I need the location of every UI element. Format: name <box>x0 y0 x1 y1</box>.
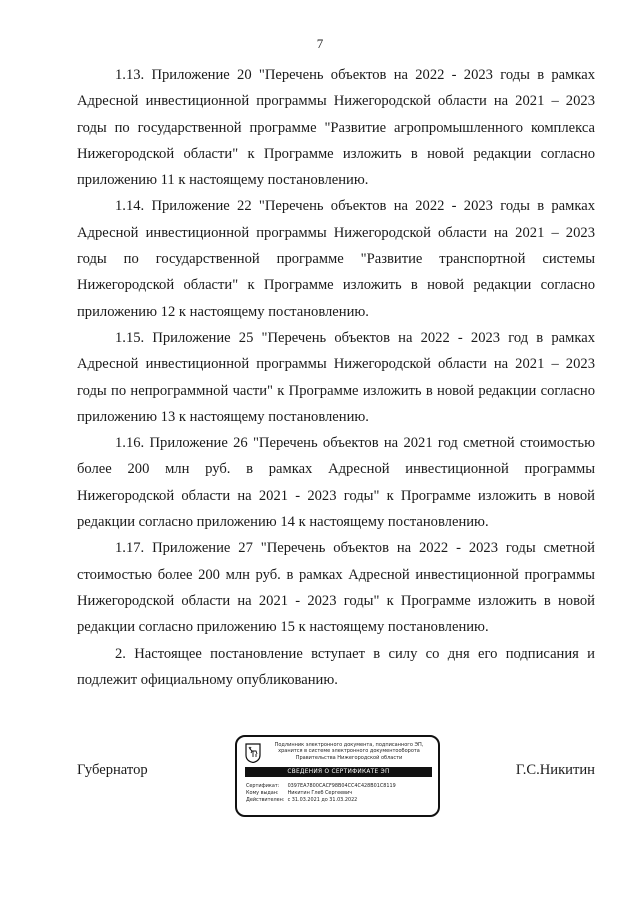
stamp-issued-label: Кому выдан: <box>246 790 279 796</box>
body-text <box>77 62 595 693</box>
stamp-valid-line <box>246 797 436 804</box>
stamp-header: Подлинник электронного документа, подписанного ЭП, хранится в системе электронного документооборота Правительства Нижегородской области <box>274 742 424 761</box>
paragraph-1-13: 1.13. Приложение 20 "Перечень объектов на 2022 - 2023 годы в рамках Адресной инвестиционной программы Нижегородской области на 2021 – 2023 годы по государственной программе "Развитие агропромышленного комплекса Нижегородской области" к Программе изложить в новой редакции согласно приложению 11 к настоящему постановлению. <box>77 67 595 189</box>
signatory-title: Губернатор <box>77 762 148 778</box>
signatory-name: Г.С.Никитин <box>515 762 595 778</box>
paragraph-1-16: 1.16. Приложение 26 "Перечень объектов на 2021 год сметной стоимостью более 200 млн руб. в рамках Адресной инвестиционной программы Нижегородской области на 2021 - 2023 годы" к Программе изложить в новой редакции согласно приложению 14 к настоящему постановлению. <box>77 435 595 531</box>
stamp-issued-value: Никитин Глеб Сергеевич <box>287 790 353 796</box>
stamp-issued-line <box>246 790 436 797</box>
paragraph-2: 2. Настоящее постановление вступает в силу со дня его подписания и подлежит официальному опубликованию. <box>77 645 595 688</box>
stamp-cert-value: 0397EA7800CACF98B04CC4C428B01C8119 <box>287 783 396 789</box>
stamp-valid-label: Действителен: <box>246 797 285 803</box>
electronic-signature-stamp <box>235 735 440 817</box>
stamp-valid-value: с 31.03.2021 до 31.03.2022 <box>287 797 358 803</box>
paragraph-1-17: 1.17. Приложение 27 "Перечень объектов на 2022 - 2023 годы сметной стоимостью более 200 млн руб. в рамках Адресной инвестиционной программы Нижегородской области на 2021 - 2023 годы" к Программе изложить в новой редакции согласно приложению 15 к настоящему постановлению. <box>77 540 595 636</box>
stamp-banner: СВЕДЕНИЯ О СЕРТИФИКАТЕ ЭП <box>245 767 432 777</box>
deer-emblem-icon <box>245 743 261 763</box>
paragraph-1-15: 1.15. Приложение 25 "Перечень объектов на 2022 - 2023 год в рамках Адресной инвестиционной программы Нижегородской области на 2021 – 2023 годы по непрограммной части" к Программе изложить в новой редакции согласно приложению 13 к настоящему постановлению. <box>77 329 595 425</box>
page-number: 7 <box>316 36 324 51</box>
stamp-details <box>246 783 436 804</box>
stamp-cert-line <box>246 783 436 790</box>
stamp-cert-label: Сертификат: <box>246 783 280 789</box>
paragraph-1-14: 1.14. Приложение 22 "Перечень объектов на 2022 - 2023 годы в рамках Адресной инвестиционной программы Нижегородской области на 2021 – 2023 годы по государственной программе "Развитие транспортной системы Нижегородской области" к Программе изложить в новой редакции согласно приложению 12 к настоящему постановлению. <box>77 198 595 320</box>
